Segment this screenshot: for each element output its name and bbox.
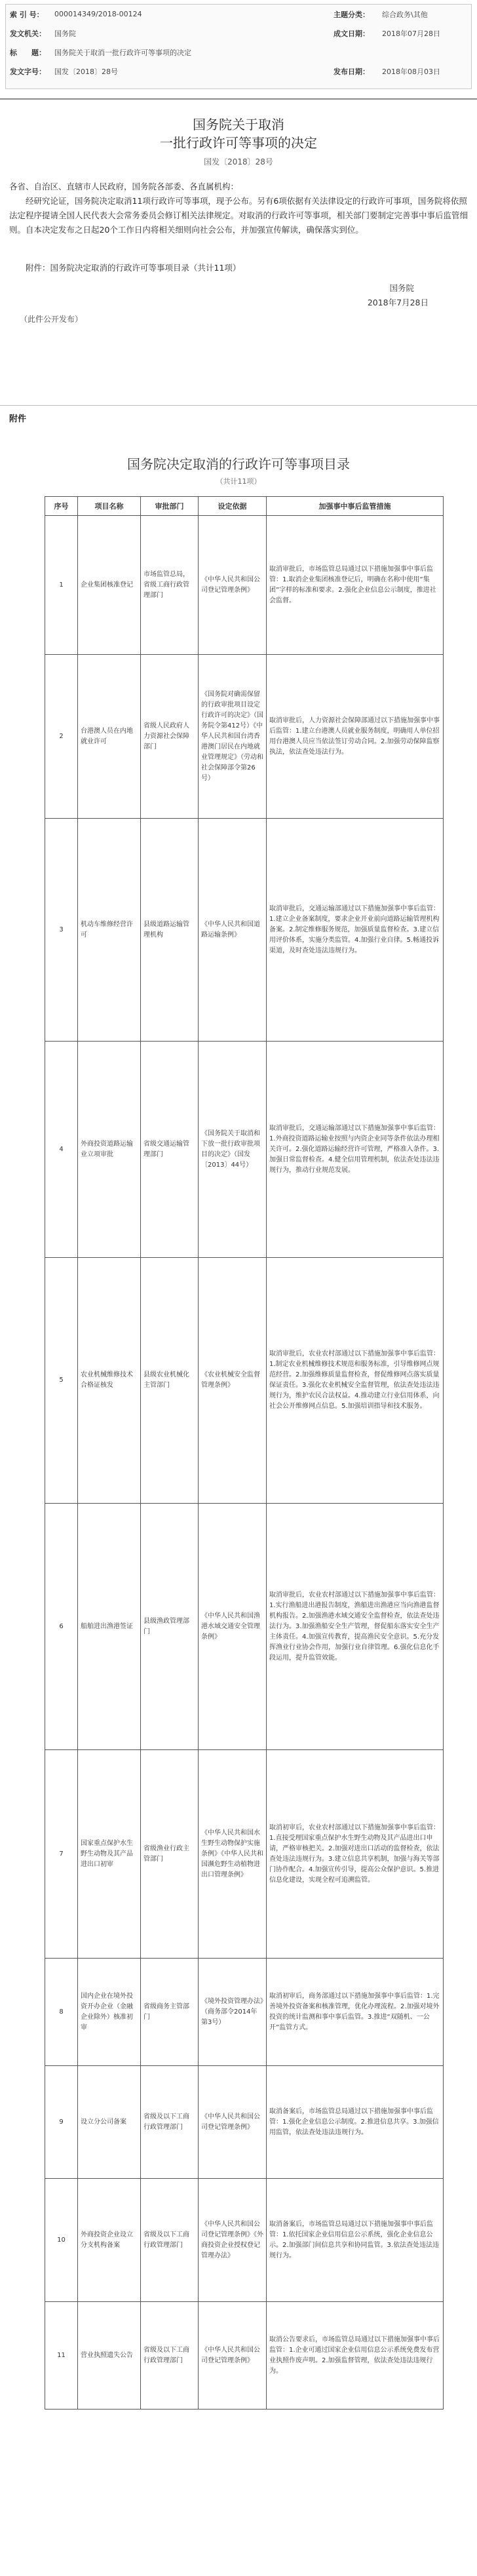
cell-department: 省级渔业行政主管部门	[141, 1750, 199, 1959]
cell-department: 省级商务主管部门	[141, 1959, 199, 2066]
cell-measures: 取消初审后，商务部通过以下措施加强事中事后监管：1.完善境外投资备案和核准管理，优化办理流程。2.加强对境外投资的统计监测和事中事后监管。3.推进“双随机、一公开”监管方式。	[267, 1959, 444, 2066]
table-row	[45, 1258, 444, 1504]
annex-subtitle: （共计11项）	[216, 477, 261, 486]
annex-title: 国务院决定取消的行政许可等事项目录	[127, 456, 350, 472]
header-measures: 加强事中事后监管措施	[267, 497, 444, 516]
cell-basis: 《农业机械安全监督管理条例》	[199, 1258, 267, 1504]
table-row	[45, 819, 444, 1042]
cell-measures: 取消审批后，人力资源社会保障部通过以下措施加强事中事后监管：1.建立台港澳人员就业服务制度，明确用人单位招用台港澳人员应当依法签订劳动合同。2.加强劳动保障监察执法，依法查处违法行为。	[267, 655, 444, 819]
cell-measures: 取消公告要求后，市场监管总局通过以下措施加强事中事后监管：1.企业可通过国家企业信用信息公示系统免费发布营业执照作废声明。2.加强监督管理，依法查处违法违规行为。	[267, 2302, 444, 2410]
cell-item-name: 船舶进出渔港签证	[78, 1504, 141, 1750]
table-row	[45, 1750, 444, 1959]
annex-divider	[0, 405, 477, 406]
header-divider	[0, 98, 477, 100]
cell-department: 省级人民政府人力资源社会保障部门	[141, 655, 199, 819]
cell-no: 1	[45, 516, 78, 655]
cell-measures: 取消审批后，交通运输部通过以下措施加强事中事后监管：1.建立企业备案制度，要求企业开业前向道路运输管理机构备案。2.制定维修服务规范，加强质量监督检查。3.建立信用评价体系，实施分类监管。4.加强行业自律。5.畅通投诉渠道，及时查处违法违规行为。	[267, 819, 444, 1042]
cell-department: 县级农业机械化主管部门	[141, 1258, 199, 1504]
cell-basis: 《中华人民共和国公司登记管理条例》	[199, 516, 267, 655]
document-number: 国发〔2018〕28号	[204, 157, 273, 166]
cell-department: 县级道路运输管理机构	[141, 819, 199, 1042]
disclosure-note: （此件公开发布）	[20, 315, 83, 324]
table-row	[45, 2302, 444, 2410]
body-paragraph: 经研究论证，国务院决定取消11项行政许可等事项，现予公布。另有6项依据有关法律设定的行政许可事项，国务院将依照法定程序提请全国人民代表大会常务委员会修订相关法律规定。对取消的行政许可等事项，相关部门要制定完善事中事后监管细则。自本决定发布之日起20个工作日内将相关细则向社会公布，并加强宣传解读，确保落实到位。	[9, 196, 468, 235]
annex-label: 附件	[9, 414, 27, 424]
cell-basis: 《境外投资管理办法》（商务部令2014年第3号）	[199, 1959, 267, 2066]
cell-item-name: 国家重点保护水生野生动物及其产品进出口初审	[78, 1750, 141, 1959]
cell-item-name: 农业机械维修技术合格证核发	[78, 1258, 141, 1504]
table-row	[45, 516, 444, 655]
cell-basis: 《中华人民共和国公司登记管理条例》	[199, 2302, 267, 2410]
meta-label-issuer: 发文机关：	[10, 29, 46, 38]
cell-department: 省级及以下工商行政管理部门	[141, 2066, 199, 2179]
salutation: 各省、自治区、直辖市人民政府，国务院各部委、各直属机构：	[9, 182, 239, 191]
cell-measures: 取消备案后，市场监管总局通过以下措施加强事中事后监管：1.强化企业信息公示制度。2.推进信息共享。3.加强信用监管，依法查处违法违规行为。	[267, 2066, 444, 2179]
cell-item-name: 外商投资企业设立分支机构备案	[78, 2179, 141, 2302]
metadata-table	[6, 5, 471, 81]
cell-department: 市场监管总局，省级工商行政管理部门	[141, 516, 199, 655]
document-title-line1: 国务院关于取消	[193, 117, 284, 132]
cell-measures: 取消审批后，市场监管总局通过以下措施加强事中事后监管：1.取消企业集团核准登记后，明确在名称中使用“集团”字样的标准和要求。2.强化企业信息公示制度，推进社会监督。	[267, 516, 444, 655]
revoked-items-table	[45, 496, 444, 2410]
cell-basis: 《中华人民共和国公司登记管理条例》《外商投资企业授权登记管理办法》	[199, 2179, 267, 2302]
cell-no: 7	[45, 1750, 78, 1959]
meta-label-topic: 主题分类：	[334, 10, 370, 19]
cell-no: 3	[45, 819, 78, 1042]
cell-no: 5	[45, 1258, 78, 1504]
cell-measures: 取消备案后，市场监管总局通过以下措施加强事中事后监管：1.依托国家企业信用信息公示系统，强化企业信息公示。2.加强部门间信息共享和协同监管。3.依法查处违法违规行为。	[267, 2179, 444, 2302]
meta-date-written: 2018年07月28日	[382, 29, 440, 38]
header-basis: 设定依据	[199, 497, 267, 516]
cell-item-name: 设立分公司备案	[78, 2066, 141, 2179]
cell-measures: 取消初审后，农业农村部通过以下措施加强事中事后监管：1.直接受理国家重点保护水生野生动物及其产品进出口申请，严格审核把关。2.加强对进出口活动的监督检查，依法查处违法违规行为。3.建立信息共享机制，加强与海关等部门协作配合。4.加强宣传引导，提高公众保护意识。5.推进信息化建设，实现全程可追溯监管。	[267, 1750, 444, 1959]
cell-no: 11	[45, 2302, 78, 2410]
cell-no: 8	[45, 1959, 78, 2066]
header-department: 审批部门	[141, 497, 199, 516]
cell-measures: 取消审批后，农业农村部通过以下措施加强事中事后监管：1.实行渔船进出港报告制度，渔船进出渔港应当向渔港监督机构报告。2.加强渔港水域交通安全监督检查，依法查处违法行为。3.加强渔船安全生产管理，督促船东落实安全生产主体责任。4.加强宣传教育，提高渔民安全意识。5.充分发挥渔业行业协会作用，加强行业自律管理。6.强化信息化手段运用，提升监管效能。	[267, 1504, 444, 1750]
document-title-line2: 一批行政许可等事项的决定	[160, 135, 317, 151]
cell-basis: 《中华人民共和国公司登记管理条例》	[199, 2066, 267, 2179]
header-no: 序号	[45, 497, 78, 516]
table-row	[45, 2066, 444, 2179]
cell-department: 省级及以下工商行政管理部门	[141, 2179, 199, 2302]
meta-topic: 综合政务\其他	[382, 10, 428, 19]
cell-no: 4	[45, 1042, 78, 1258]
cell-no: 6	[45, 1504, 78, 1750]
cell-no: 2	[45, 655, 78, 819]
cell-basis: 《中华人民共和国渔港水域交通安全管理条例》	[199, 1504, 267, 1750]
cell-no: 9	[45, 2066, 78, 2179]
meta-label-docno: 发文字号：	[10, 67, 46, 76]
cell-item-name: 企业集团核准登记	[78, 516, 141, 655]
table-row	[45, 655, 444, 819]
meta-label-title: 标 题：	[10, 48, 46, 57]
cell-department: 省级及以下工商行政管理部门	[141, 2302, 199, 2410]
table-row	[45, 1042, 444, 1258]
meta-issuer: 国务院	[54, 29, 76, 38]
cell-no: 10	[45, 2179, 78, 2302]
attachment-line: 附件：国务院决定取消的行政许可等事项目录（共计11项）	[26, 263, 241, 273]
meta-doc-no: 国发〔2018〕28号	[54, 67, 118, 76]
meta-label-date-written: 成文日期：	[334, 29, 370, 38]
meta-label-index: 索 引 号：	[10, 10, 44, 19]
signing-date: 2018年7月28日	[367, 298, 429, 307]
meta-index-no: 000014349/2018-00124	[54, 10, 142, 18]
meta-title: 国务院关于取消一批行政许可等事项的决定	[54, 48, 191, 57]
cell-item-name: 外商投资道路运输业立项审批	[78, 1042, 141, 1258]
meta-pub-date: 2018年08月03日	[382, 67, 440, 76]
table-row	[45, 1504, 444, 1750]
cell-basis: 《国务院对确需保留的行政审批项目设定行政许可的决定》（国务院令第412号）《中华人民共和国台湾香港澳门居民在内地就业管理规定》（劳动和社会保障部令第26号）	[199, 655, 267, 819]
cell-item-name: 机动车维修经营许可	[78, 819, 141, 1042]
cell-item-name: 营业执照遗失公告	[78, 2302, 141, 2410]
cell-measures: 取消审批后，交通运输部通过以下措施加强事中事后监管：1.外商投资道路运输业按照与内资企业同等条件依法办理相关许可。2.强化道路运输经营许可管理，严格准入条件。3.加强日常监督检查。4.健全信用管理机制，依法查处违法违规行为，推动行业规范发展。	[267, 1042, 444, 1258]
cell-item-name: 台港澳人员在内地就业许可	[78, 655, 141, 819]
cell-department: 省级交通运输管理部门	[141, 1042, 199, 1258]
cell-basis: 《中华人民共和国道路运输条例》	[199, 819, 267, 1042]
cell-basis: 《国务院关于取消和下放一批行政审批项目的决定》（国发〔2013〕44号）	[199, 1042, 267, 1258]
meta-label-pubdate: 发布日期：	[334, 67, 370, 76]
cell-department: 县级渔政管理部门	[141, 1504, 199, 1750]
cell-item-name: 国内企业在境外投资开办企业（金融企业除外）核准初审	[78, 1959, 141, 2066]
table-header-row	[45, 497, 444, 516]
table-row	[45, 2179, 444, 2302]
table-row	[45, 1959, 444, 2066]
cell-measures: 取消审批后，农业农村部通过以下措施加强事中事后监管：1.制定农业机械维修技术规范和服务标准，引导维修网点规范经营。2.加强维修质量监督检查，督促维修网点落实质量保证责任。3.强化农业机械安全监督管理，依法查处违法违规行为，维护农民合法权益。4.推动建立行业信用体系，向社会公开维修网点信息。5.加强培训指导和技术服务。	[267, 1258, 444, 1504]
header-item-name: 项目名称	[78, 497, 141, 516]
document-metadata-box	[5, 4, 472, 89]
signing-organization: 国务院	[389, 283, 414, 293]
cell-basis: 《中华人民共和国水生野生动物保护实施条例》《中华人民共和国濒危野生动植物进出口管理条例》	[199, 1750, 267, 1959]
